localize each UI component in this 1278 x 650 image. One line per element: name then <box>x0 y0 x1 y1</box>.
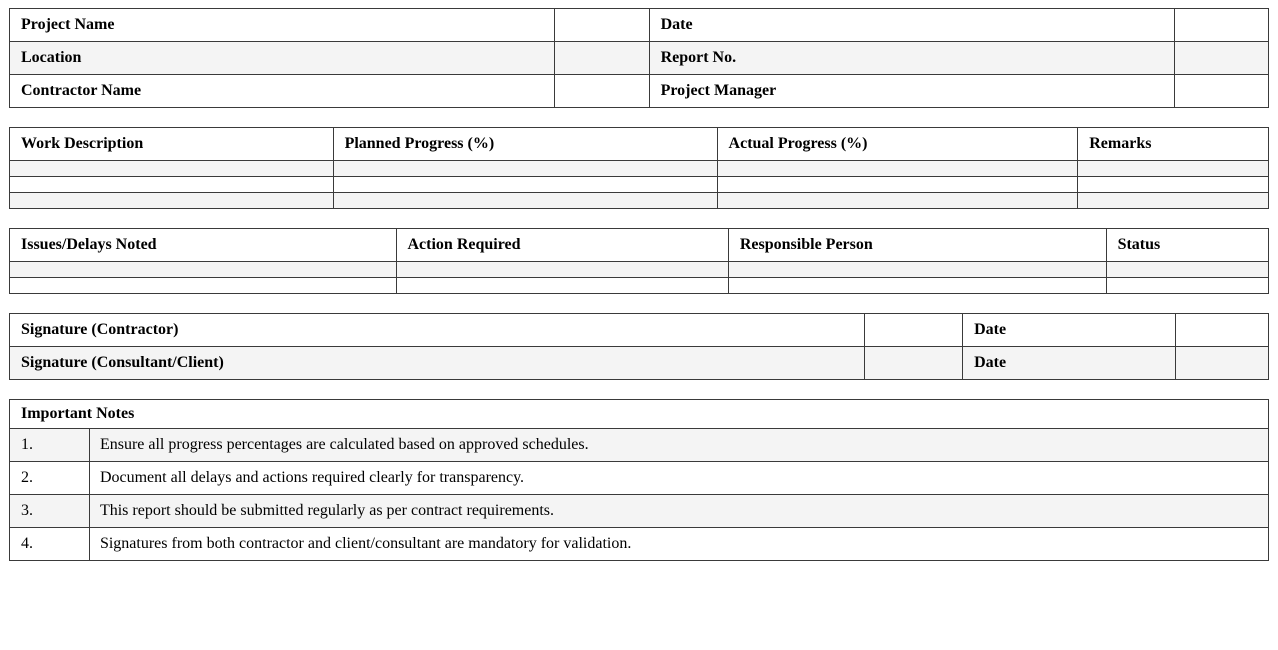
table-row <box>10 42 1269 75</box>
note-number: 4. <box>10 528 90 561</box>
contractor-name-value-cell <box>554 75 649 108</box>
note-row <box>10 528 1269 561</box>
note-text: Signatures from both contractor and client/consultant are mandatory for validation. <box>89 528 1268 561</box>
signature-contractor-label: Signature (Contractor) <box>10 314 865 347</box>
signature-consultant-label: Signature (Consultant/Client) <box>10 347 865 380</box>
empty-cell <box>1078 193 1269 209</box>
signature-table <box>9 313 1269 380</box>
empty-cell <box>10 161 334 177</box>
signature-consultant-value-cell <box>864 347 962 380</box>
empty-row <box>10 193 1269 209</box>
location-label: Location <box>10 42 555 75</box>
date-value-cell <box>1175 9 1269 42</box>
empty-cell <box>1106 262 1268 278</box>
table-header-row <box>10 400 1269 429</box>
empty-cell <box>728 278 1106 294</box>
empty-cell <box>10 262 397 278</box>
project-manager-label: Project Manager <box>649 75 1175 108</box>
note-text: Document all delays and actions required clearly for transparency. <box>89 462 1268 495</box>
location-value-cell <box>554 42 649 75</box>
empty-row <box>10 278 1269 294</box>
empty-cell <box>1078 161 1269 177</box>
issues-delays-header: Issues/Delays Noted <box>10 229 397 262</box>
empty-cell <box>333 193 717 209</box>
empty-row <box>10 161 1269 177</box>
empty-cell <box>333 177 717 193</box>
empty-cell <box>717 193 1078 209</box>
table-header-row <box>10 229 1269 262</box>
work-description-header: Work Description <box>10 128 334 161</box>
note-number: 2. <box>10 462 90 495</box>
table-header-row <box>10 128 1269 161</box>
signature-contractor-date-label: Date <box>963 314 1176 347</box>
table-row <box>10 314 1269 347</box>
empty-cell <box>10 193 334 209</box>
table-row <box>10 347 1269 380</box>
responsible-person-header: Responsible Person <box>728 229 1106 262</box>
report-no-label: Report No. <box>649 42 1175 75</box>
important-notes-table <box>9 399 1269 561</box>
empty-row <box>10 177 1269 193</box>
status-header: Status <box>1106 229 1268 262</box>
note-row <box>10 495 1269 528</box>
empty-cell <box>333 161 717 177</box>
signature-consultant-date-label: Date <box>963 347 1176 380</box>
empty-cell <box>396 262 728 278</box>
note-number: 3. <box>10 495 90 528</box>
table-row <box>10 75 1269 108</box>
action-required-header: Action Required <box>396 229 728 262</box>
empty-cell <box>717 161 1078 177</box>
empty-cell <box>728 262 1106 278</box>
empty-cell <box>1078 177 1269 193</box>
signature-consultant-date-value-cell <box>1175 347 1268 380</box>
project-name-label: Project Name <box>10 9 555 42</box>
empty-cell <box>396 278 728 294</box>
actual-progress-header: Actual Progress (%) <box>717 128 1078 161</box>
empty-cell <box>717 177 1078 193</box>
project-manager-value-cell <box>1175 75 1269 108</box>
remarks-header: Remarks <box>1078 128 1269 161</box>
note-number: 1. <box>10 429 90 462</box>
empty-cell <box>10 278 397 294</box>
issues-delays-table <box>9 228 1269 294</box>
signature-contractor-date-value-cell <box>1175 314 1268 347</box>
note-text: Ensure all progress percentages are calculated based on approved schedules. <box>89 429 1268 462</box>
work-progress-table <box>9 127 1269 209</box>
empty-cell <box>10 177 334 193</box>
table-row <box>10 9 1269 42</box>
empty-cell <box>1106 278 1268 294</box>
important-notes-title: Important Notes <box>10 400 1269 429</box>
signature-contractor-value-cell <box>864 314 962 347</box>
note-row <box>10 462 1269 495</box>
empty-row <box>10 262 1269 278</box>
date-label: Date <box>649 9 1175 42</box>
report-no-value-cell <box>1175 42 1269 75</box>
project-name-value-cell <box>554 9 649 42</box>
note-text: This report should be submitted regularly as per contract requirements. <box>89 495 1268 528</box>
note-row <box>10 429 1269 462</box>
contractor-name-label: Contractor Name <box>10 75 555 108</box>
planned-progress-header: Planned Progress (%) <box>333 128 717 161</box>
project-info-table <box>9 8 1269 108</box>
